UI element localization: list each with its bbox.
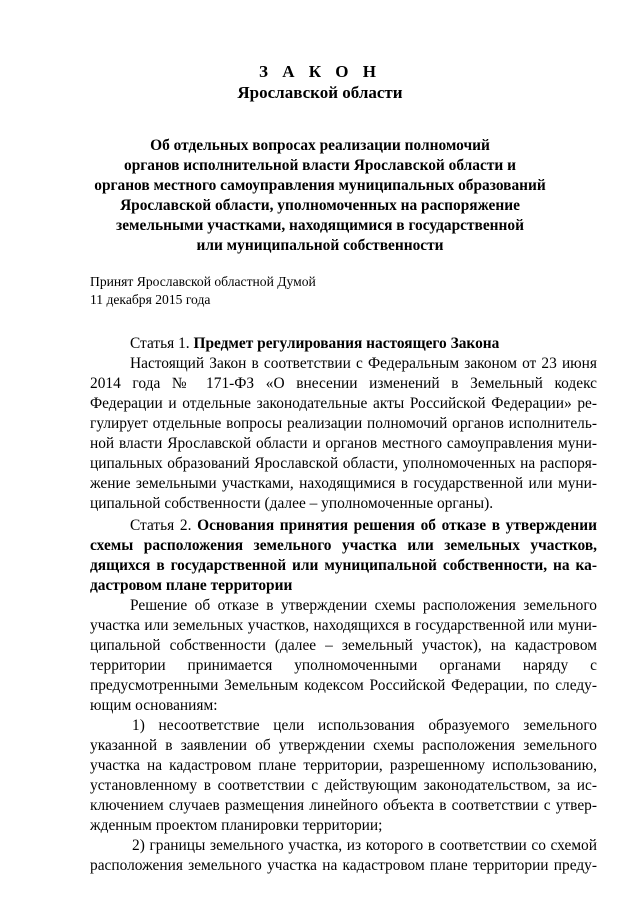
subtitle-line: Об отдельных вопросах реализации полномочий [150,137,490,154]
subtitle-line: или муниципальной собственности [196,237,444,254]
article-1-title: Предмет регулирования настоящего Закона [193,335,500,352]
article-2-heading [130,516,597,536]
paragraph-line: жение земельными участками, находящимися в государственной или муни- [90,475,597,492]
paragraph-line: Настоящий Закон в соответствии с Федеральным законом от 23 июня [130,355,597,372]
list-item-1-line: указанной в заявлении об утверждении схемы расположения земельного [90,737,597,754]
list-item-1-line: ключением случаев размещения линейного объекта в соответствии с утвер- [90,797,597,814]
list-item-2-line: расположения земельного участка на кадастровом плане территории преду- [90,857,597,874]
paragraph-line: ной власти Ярославской области и органов местного самоуправления муни- [90,435,597,452]
adoption-line: Принят Ярославской областной Думой [90,274,316,289]
article-2-label: Статья 2. [130,517,192,534]
article-2-title-line: дастровом плане территории [90,577,293,594]
paragraph-line: участка или земельных участков, находящихся в государственной или муни- [90,617,597,634]
paragraph-line: ципальной собственности (далее – уполномоченные органы). [90,495,494,512]
paragraph-line: гулирует отдельные вопросы реализации полномочий органов исполнитель- [90,415,597,432]
paragraph-line: территории принимается уполномоченными органами наряду с [90,657,597,674]
list-item-1-line: жденным проектом планировки территории; [90,817,383,834]
article-2-title-line: дящихся в государственной или муниципальной собственности, на ка- [90,557,597,574]
subtitle-line: земельными участками, находящимися в государственной [116,217,524,234]
list-item-2: 2) границы земельного участка, из которого в соответствии со схемой [132,837,597,854]
paragraph-line: ципальных образований Ярославской области, уполномоченных на распоря- [90,455,597,472]
paragraph-line: Федерации и отдельные законодательные акты Российской Федерации» ре- [90,395,597,412]
paragraph-line: Решение об отказе в утверждении схемы расположения земельного [130,597,597,614]
paragraph-line: ципальной собственности (далее – земельный участок), на кадастровом [90,637,597,654]
paragraph-line: 2014 года № 171-ФЗ «О внесении изменений в Земельный кодекс [90,375,597,392]
list-item-1-line: установленному в соответствии с действующим законодательством, за ис- [90,777,597,794]
article-2-title: Основания принятия решения об отказе в утверждении [197,517,597,534]
law-title: З А К О Н [258,62,382,81]
article-1-label: Статья 1. [130,335,190,352]
article-1-heading [130,334,499,354]
subtitle-line: органов местного самоуправления муниципальных образований [94,177,546,194]
law-region: Ярославской области [237,83,403,102]
subtitle-line: органов исполнительной власти Ярославской области и [124,157,516,174]
paragraph-line: ющим основаниям: [90,697,218,714]
list-item-1-line: участка на кадастровом плане территории, разрешенному использованию, [90,757,597,774]
paragraph-line: предусмотренными Земельным кодексом Российской Федерации, по следу- [90,677,597,694]
adoption-date: 11 декабря 2015 года [90,292,211,307]
article-2-title-line: схемы расположения земельного участка или земельных участков, [90,537,597,554]
list-item-1: 1) несоответствие цели использования образуемого земельного [132,717,597,734]
subtitle-line: Ярославской области, уполномоченных на распоряжение [120,197,520,214]
